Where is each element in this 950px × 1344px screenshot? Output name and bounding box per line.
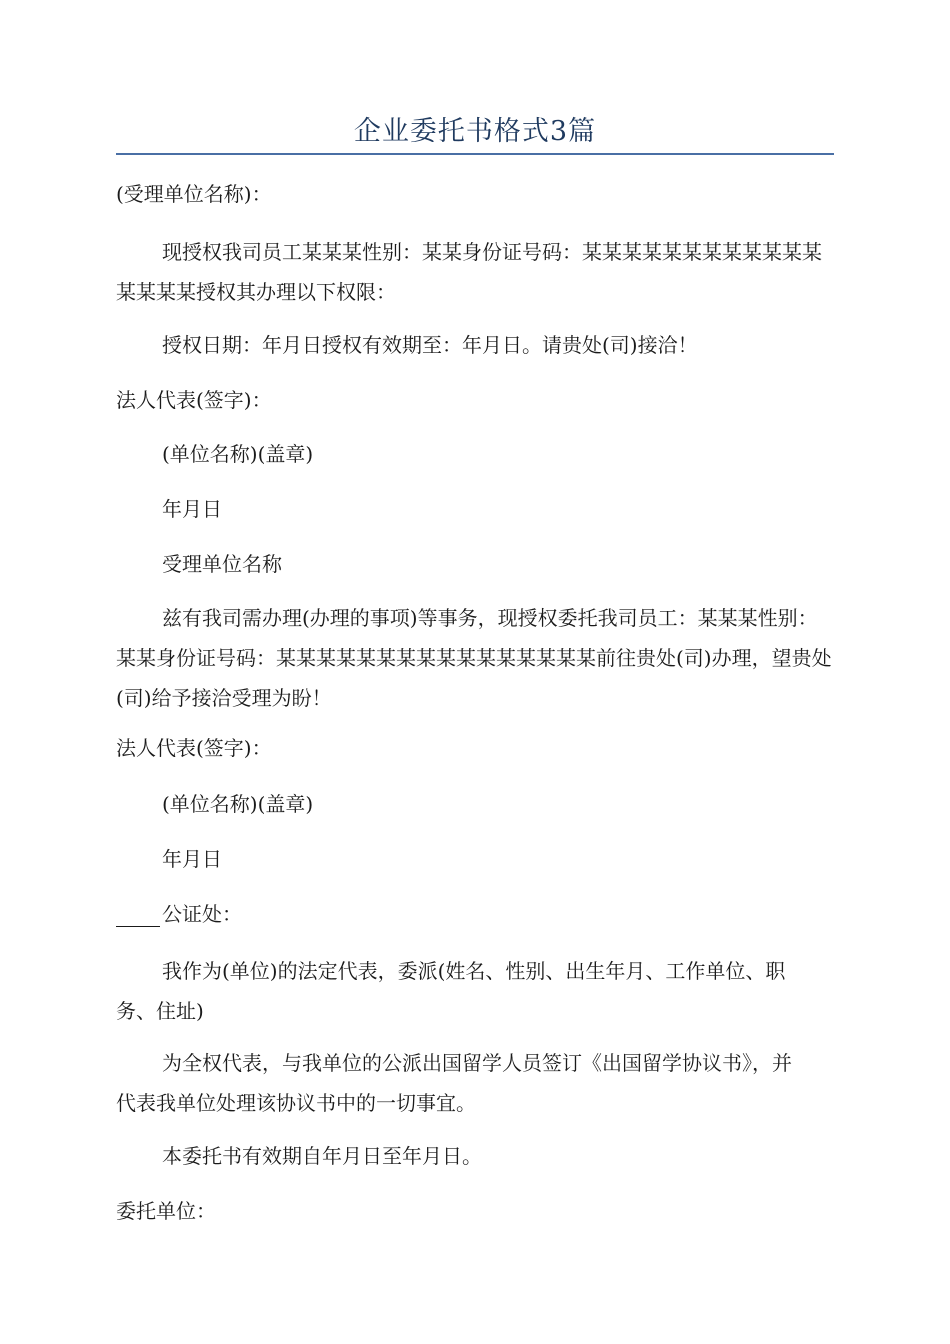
paragraph-entrusting-unit: 委托单位： [116, 1199, 216, 1223]
paragraph-recipient-unit: 受理单位名称 [162, 552, 282, 576]
paragraph-legal-rep: 法人代表(签字)： [116, 388, 272, 412]
paragraph-notary [116, 894, 834, 934]
paragraph-unit-seal-2: (单位名称)(盖章) [162, 792, 314, 816]
fill-in-blank [116, 904, 160, 927]
paragraph-recipient: (受理单位名称)： [116, 182, 272, 206]
paragraph-date-2: 年月日 [162, 847, 222, 871]
paragraph-auth-date: 授权日期：年月日授权有效期至：年月日。请贵处(司)接洽！ [162, 333, 698, 357]
paragraph-validity: 本委托书有效期自年月日至年月日。 [162, 1144, 482, 1168]
paragraph-full-representative: 为全权代表，与我单位的公派出国留学人员签订《出国留学协议书》，并代表我单位处理该协议书中的一切事宜。 [116, 1051, 792, 1115]
title-underline [116, 153, 834, 155]
document-title: 企业委托书格式3篇 [353, 116, 597, 147]
paragraph-unit-seal: (单位名称)(盖章) [162, 442, 314, 466]
paragraph-legal-rep-2: 法人代表(签字)： [116, 736, 272, 760]
paragraph-date: 年月日 [162, 497, 222, 521]
paragraph-authorization: 现授权我司员工某某某性别：某某身份证号码：某某某某某某某某某某某某某某某某授权其办理以下权限： [116, 240, 822, 304]
notary-label: 公证处： [162, 902, 242, 926]
paragraph-delegation: 我作为(单位)的法定代表，委派(姓名、性别、出生年月、工作单位、职务、住址) [116, 959, 786, 1023]
paragraph-commission: 兹有我司需办理(办理的事项)等事务，现授权委托我司员工：某某某性别：某某身份证号码：某某某某某某某某某某某某某某某某前往贵处(司)办理，望贵处(司)给予接洽受理为盼！ [116, 606, 832, 710]
